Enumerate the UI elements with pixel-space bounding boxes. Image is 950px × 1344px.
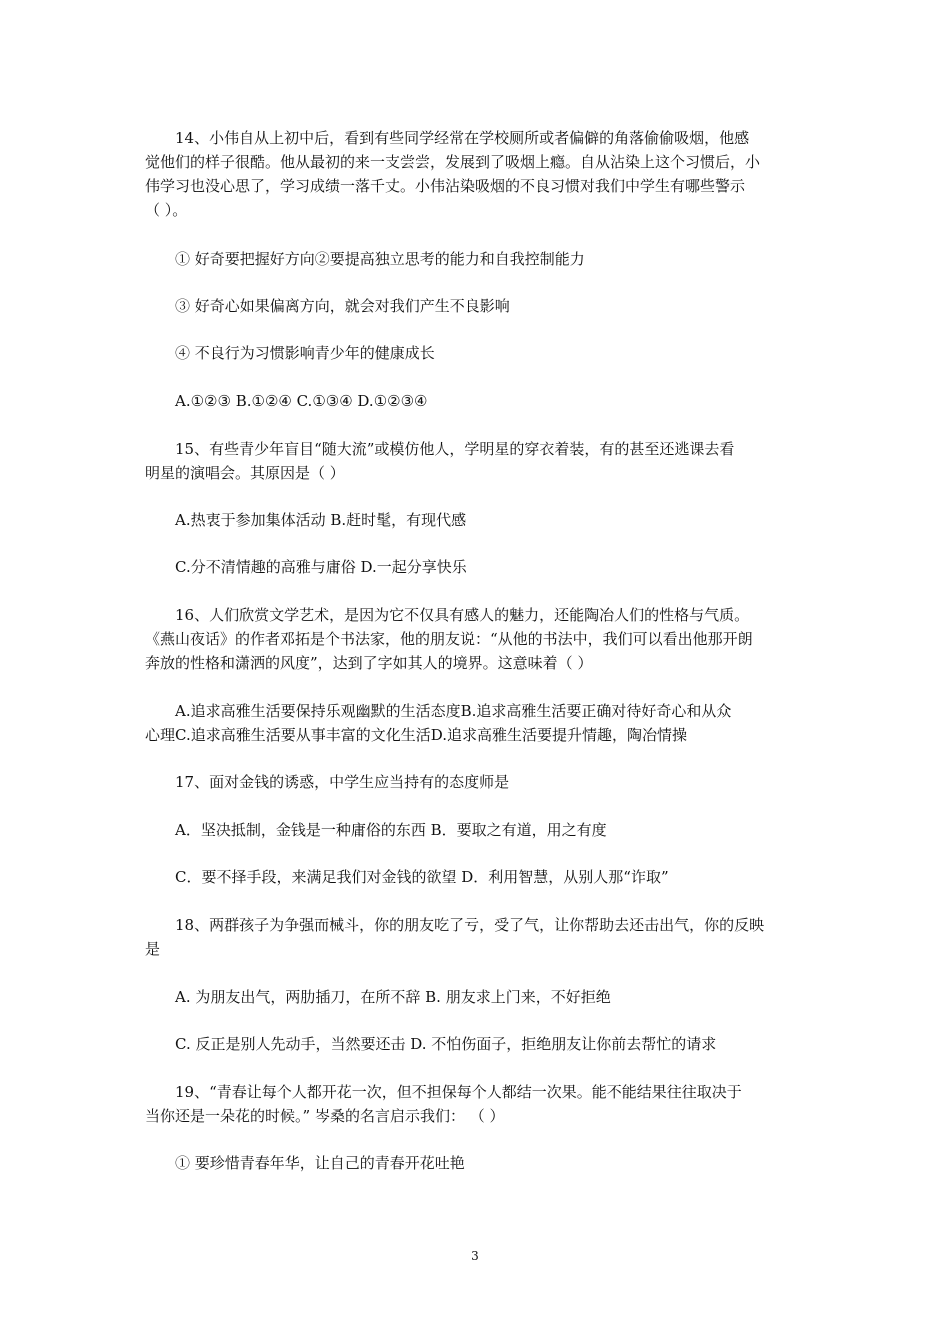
q15-stem-line-1: 15、有些青少年盲目“随大流”或模仿他人，学明星的穿衣着装，有的甚至还逃课去看 [175,440,735,458]
q15-stem-line-2: 明星的演唱会。其原因是（ ） [145,464,345,482]
q16-options [145,699,810,747]
q17-option-2: C．要不择手段，来满足我们对金钱的欲望 D．利用智慧，从别人那“诈取” [175,868,669,886]
q14-stem-line-3: 伟学习也没心思了，学习成绩一落千丈。小伟沾染吸烟的不良习惯对我们中学生有哪些警示 [145,177,746,195]
question-15-stem [145,437,810,485]
q18-option-2: C. 反正是别人先动手，当然要还击 D. 不怕伤面子，拒绝朋友让你前去帮忙的请求 [175,1035,717,1053]
q19-stem-line-2: 当你还是一朵花的时候。” 岑桑的名言启示我们： （ ） [145,1107,505,1125]
q14-stem-line-1: 14、小伟自从上初中后，看到有些同学经常在学校厕所或者偏僻的角落偷偷吸烟，他感 [175,129,750,147]
question-17-stem: 17、面对金钱的诱惑，中学生应当持有的态度师是 [175,773,510,791]
q18-stem-line-2: 是 [145,940,161,958]
q16-options-line-1: A.追求高雅生活要保持乐观幽默的生活态度B.追求高雅生活要正确对待好奇心和从众 [175,702,732,720]
question-18-stem [145,913,810,961]
q16-stem-line-3: 奔放的性格和潇洒的风度”，达到了字如其人的境界。这意味着（ ） [145,654,593,672]
q14-stem-line-4: （ ）。 [145,201,188,219]
q16-stem-line-1: 16、人们欣赏文学艺术，是因为它不仅具有感人的魅力，还能陶冶人们的性格与气质。 [175,606,750,624]
q18-option-1: A. 为朋友出气，两肋插刀，在所不辞 B. 朋友求上门来，不好拒绝 [175,988,611,1006]
q19-option-1: ① 要珍惜青春年华，让自己的青春开花吐艳 [175,1154,465,1172]
q14-stem-line-2: 觉他们的样子很酷。他从最初的来一支尝尝，发展到了吸烟上瘾。自从沾染上这个习惯后，小 [145,153,761,171]
q17-option-1: A．坚决抵制，金钱是一种庸俗的东西 B．要取之有道，用之有度 [175,821,607,839]
q14-option-1: ① 好奇要把握好方向②要提高独立思考的能力和自我控制能力 [175,250,585,268]
q14-option-2: ③ 好奇心如果偏离方向，就会对我们产生不良影响 [175,297,510,315]
q19-stem-line-1: 19、“青春让每个人都开花一次，但不担保每个人都结一次果。能不能结果往往取决于 [175,1083,742,1101]
q15-option-2: C.分不清情趣的高雅与庸俗 D.一起分享快乐 [175,558,467,576]
question-14-stem [145,126,810,222]
q16-stem-line-2: 《燕山夜话》的作者邓拓是个书法家，他的朋友说：“从他的书法中，我们可以看出他那开朗 [145,630,753,648]
q16-options-line-2: 心理C.追求高雅生活要从事丰富的文化生活D.追求高雅生活要提升情趣，陶冶情操 [145,726,687,744]
q15-option-1: A.热衷于参加集体活动 B.赶时髦，有现代感 [175,511,467,529]
question-19-stem [145,1080,810,1128]
q18-stem-line-1: 18、两群孩子为争强而械斗，你的朋友吃了亏，受了气，让你帮助去还击出气，你的反映 [175,916,765,934]
question-16-stem [145,603,810,675]
page-number: 3 [471,1249,479,1263]
q14-answer-choices: A.①②③ B.①②④ C.①③④ D.①②③④ [175,392,428,410]
q14-option-3: ④ 不良行为习惯影响青少年的健康成长 [175,344,435,362]
